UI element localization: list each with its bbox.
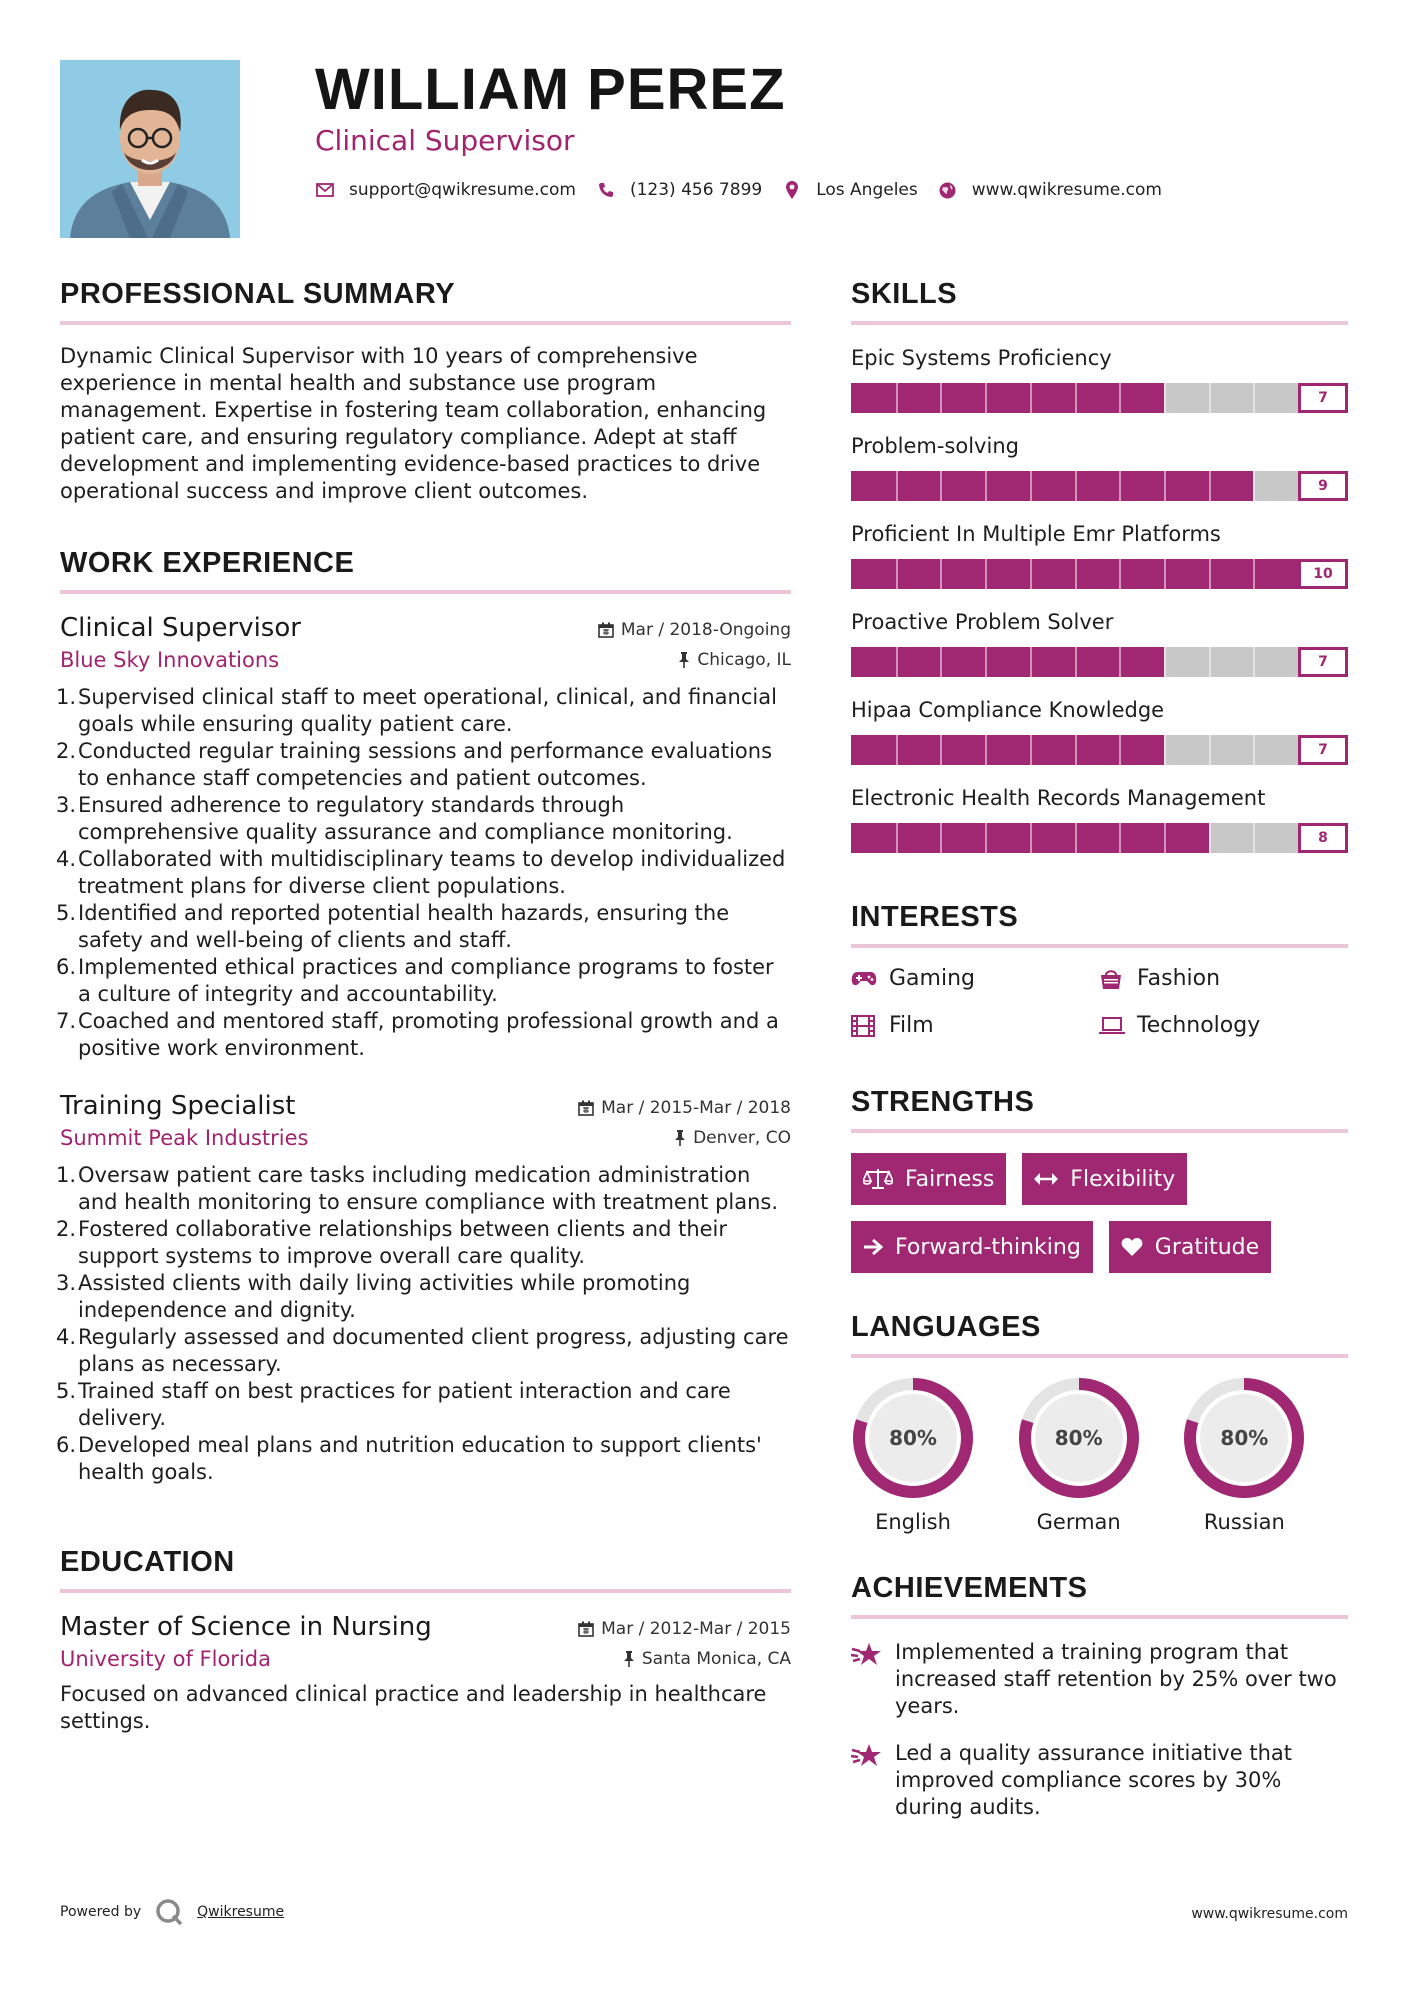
skill-bar-segment xyxy=(940,383,942,413)
section-title: EDUCATION xyxy=(60,1546,235,1578)
star-ribbon-icon xyxy=(851,1740,895,1821)
interest-item: Film xyxy=(851,1013,1099,1038)
skill-bar-segment xyxy=(1209,559,1211,589)
list-item: 1. Oversaw patient care tasks including medication administration and health monitoring to ensure compliance with treatment plans. xyxy=(55,1163,779,1214)
calendar-icon xyxy=(598,622,614,638)
list-item: 5. Identified and reported potential health hazards, ensuring the safety and well-being of clients and staff. xyxy=(55,901,730,952)
skill-name: Problem-solving xyxy=(851,434,1019,458)
envelope-icon xyxy=(315,180,335,200)
skill-bar-segment xyxy=(1030,383,1032,413)
skill-bar-segment xyxy=(1253,647,1255,677)
skill-bar-segment xyxy=(1119,735,1121,765)
section-divider xyxy=(851,321,1348,325)
skill-bar xyxy=(851,471,1348,501)
language-item xyxy=(1182,1376,1348,1534)
summary-section xyxy=(60,276,791,505)
section-divider xyxy=(851,1129,1348,1133)
skills-list xyxy=(851,345,1348,853)
skill-name: Epic Systems Proficiency xyxy=(851,346,1112,370)
list-item: 5. Trained staff on best practices for patient interaction and care delivery. xyxy=(55,1379,731,1430)
job-entry xyxy=(55,1090,791,1486)
map-marker-icon xyxy=(782,180,802,200)
qwikresume-logo-icon xyxy=(155,1898,183,1926)
job-location: Denver, CO xyxy=(674,1128,791,1148)
section-title: SKILLS xyxy=(851,278,958,310)
language-ring xyxy=(1182,1376,1306,1500)
job-location: Chicago, IL xyxy=(678,650,791,670)
skill-bar-segment xyxy=(940,559,942,589)
language-name: English xyxy=(875,1510,951,1534)
candidate-role: Clinical Supervisor xyxy=(315,124,575,157)
language-name: German xyxy=(1036,1510,1121,1534)
degree-title: Master of Science in Nursing xyxy=(60,1612,432,1642)
language-ring xyxy=(1017,1376,1141,1500)
arrows-horizontal-icon xyxy=(1034,1172,1058,1186)
skill-bar-segment xyxy=(1119,559,1121,589)
profile-photo xyxy=(60,60,240,238)
language-percent: 80% xyxy=(1220,1426,1269,1450)
job-bullets xyxy=(55,684,791,1062)
phone-icon xyxy=(596,180,616,200)
list-item: 4. Regularly assessed and documented client progress, adjusting care plans as necessary. xyxy=(55,1325,789,1376)
skill-bar-segment xyxy=(1030,823,1032,853)
balance-scale-icon xyxy=(863,1168,893,1190)
skill-bar xyxy=(851,823,1348,853)
experience-section xyxy=(55,545,791,1486)
skill-bar xyxy=(851,383,1348,413)
list-item: 1. Supervised clinical staff to meet operational, clinical, and financial goals while ensuring quality patient care. xyxy=(55,685,777,736)
languages-section xyxy=(851,1309,1348,1534)
job-entry xyxy=(55,612,791,1062)
section-divider xyxy=(851,1354,1348,1358)
skill-bar-segment xyxy=(1253,383,1255,413)
skill-bar-segment xyxy=(985,383,987,413)
skill-score: 10 xyxy=(1298,559,1348,589)
contact-email[interactable]: support@qwikresume.com xyxy=(349,180,576,200)
strengths-section xyxy=(851,1084,1348,1273)
skill-bar-segment xyxy=(1030,647,1032,677)
list-item: 2. Conducted regular training sessions and performance evaluations to enhance staff competencies and patient outcomes. xyxy=(55,739,773,790)
section-divider xyxy=(851,944,1348,948)
education-location: Santa Monica, CA xyxy=(623,1649,791,1669)
language-percent: 80% xyxy=(889,1426,937,1450)
achievement-item: Implemented a training program that increased staff retention by 25% over two years. xyxy=(851,1639,1348,1720)
skill-bar-segment xyxy=(940,735,942,765)
contact-bar xyxy=(315,180,1182,200)
footer-website[interactable]: www.qwikresume.com xyxy=(1191,1906,1348,1922)
skill-bar-segment xyxy=(985,735,987,765)
list-item: 3. Ensured adherence to regulatory standards through comprehensive quality assurance and compliance monitoring. xyxy=(55,793,733,844)
skill-item xyxy=(851,521,1348,589)
languages-list xyxy=(851,1376,1348,1534)
skill-item xyxy=(851,609,1348,677)
language-name: Russian xyxy=(1203,1510,1285,1534)
contact-website[interactable]: www.qwikresume.com xyxy=(971,180,1162,200)
strengths-list xyxy=(851,1153,1348,1273)
strength-badge: Fairness xyxy=(851,1153,1006,1205)
summary-text: Dynamic Clinical Supervisor with 10 years of comprehensive experience in mental health and substance use program management. Expertise in fostering team collaboration, enhancing patient care, and ensuring regulatory compliance. Adept at staff development and implementing evidence-based practices to drive operational success and improve client outcomes. xyxy=(60,344,767,503)
skill-bar xyxy=(851,559,1348,589)
language-ring xyxy=(851,1376,975,1500)
list-item: 6. Implemented ethical practices and compliance programs to foster a culture of integrity and accountability. xyxy=(55,955,774,1006)
strength-badge: Forward-thinking xyxy=(851,1221,1093,1273)
list-item: 4. Collaborated with multidisciplinary teams to develop individualized treatment plans for diverse client populations. xyxy=(55,847,786,898)
skill-bar-segment xyxy=(1030,559,1032,589)
skill-name: Proactive Problem Solver xyxy=(851,610,1114,634)
skill-bar-segment xyxy=(940,823,942,853)
skill-bar-segment xyxy=(1164,471,1166,501)
skill-bar-segment xyxy=(1209,383,1211,413)
language-percent: 80% xyxy=(1054,1426,1103,1450)
section-title: STRENGTHS xyxy=(851,1086,1035,1118)
job-bullets xyxy=(55,1162,791,1486)
skill-bar xyxy=(851,647,1348,677)
strength-badge: Gratitude xyxy=(1109,1221,1271,1273)
skill-name: Hipaa Compliance Knowledge xyxy=(851,698,1165,722)
skill-bar-segment xyxy=(896,471,898,501)
contact-location: Los Angeles xyxy=(816,180,918,200)
pin-icon xyxy=(623,1651,635,1667)
skill-bar-segment xyxy=(1209,471,1211,501)
skill-bar-segment xyxy=(1164,383,1166,413)
skill-bar-fill xyxy=(851,559,1348,589)
skill-bar-segment xyxy=(1253,471,1255,501)
education-section xyxy=(60,1544,791,1735)
language-item xyxy=(851,1376,1017,1534)
job-date: Mar / 2018-Ongoing xyxy=(598,620,791,640)
calendar-icon xyxy=(578,1621,594,1637)
skill-bar-segment xyxy=(1253,735,1255,765)
skill-bar xyxy=(851,735,1348,765)
education-date: Mar / 2012-Mar / 2015 xyxy=(578,1619,791,1639)
company-name: Summit Peak Industries xyxy=(60,1126,309,1150)
skill-bar-segment xyxy=(985,823,987,853)
skill-bar-segment xyxy=(1119,823,1121,853)
star-ribbon-icon xyxy=(851,1639,895,1720)
contact-phone[interactable]: (123) 456 7899 xyxy=(629,180,763,200)
skill-bar-segment xyxy=(1119,471,1121,501)
skill-score: 9 xyxy=(1298,471,1348,501)
strength-badge: Flexibility xyxy=(1022,1153,1187,1205)
qwikresume-link[interactable]: Qwikresume xyxy=(197,1904,285,1920)
section-title: PROFESSIONAL SUMMARY xyxy=(60,278,456,310)
skill-score: 7 xyxy=(1298,383,1348,413)
heart-icon xyxy=(1121,1237,1143,1257)
section-title: LANGUAGES xyxy=(851,1311,1041,1343)
skill-item xyxy=(851,433,1348,501)
education-description: Focused on advanced clinical practice and leadership in healthcare settings. xyxy=(60,1682,767,1733)
skill-bar-segment xyxy=(1075,383,1077,413)
globe-icon xyxy=(938,180,958,200)
skill-score: 7 xyxy=(1298,735,1348,765)
skill-bar-segment xyxy=(1075,735,1077,765)
interest-item: Gaming xyxy=(851,966,1099,991)
gamepad-icon xyxy=(851,971,879,987)
section-divider xyxy=(60,321,791,325)
list-item: 3. Assisted clients with daily living activities while promoting independence and dignity. xyxy=(55,1271,691,1322)
skill-bar-segment xyxy=(985,559,987,589)
skill-item xyxy=(851,345,1348,413)
skill-score: 7 xyxy=(1298,647,1348,677)
skill-bar-segment xyxy=(1030,735,1032,765)
section-divider xyxy=(851,1615,1348,1619)
skill-bar-segment xyxy=(940,471,942,501)
list-item: 2. Fostered collaborative relationships between clients and their support systems to improve overall care quality. xyxy=(55,1217,728,1268)
interests-section xyxy=(851,899,1348,1038)
skill-bar-segment xyxy=(1119,647,1121,677)
section-title: ACHIEVEMENTS xyxy=(851,1572,1088,1604)
achievements-section xyxy=(851,1570,1348,1821)
skill-bar-segment xyxy=(1209,735,1211,765)
section-title: WORK EXPERIENCE xyxy=(60,547,355,579)
candidate-name: WILLIAM PEREZ xyxy=(315,57,786,122)
skill-bar-segment xyxy=(896,823,898,853)
skill-score: 8 xyxy=(1298,823,1348,853)
interest-item: Technology xyxy=(1099,1013,1347,1038)
job-date: Mar / 2015-Mar / 2018 xyxy=(578,1098,791,1118)
skill-item xyxy=(851,785,1348,853)
achievement-item: Led a quality assurance initiative that improved compliance scores by 30% during audits. xyxy=(851,1740,1348,1821)
footer-powered-by: Powered by Qwikresume xyxy=(60,1898,284,1926)
skill-bar-segment xyxy=(985,471,987,501)
skill-bar-segment xyxy=(1075,647,1077,677)
skills-section xyxy=(851,276,1348,853)
left-column xyxy=(55,276,791,1735)
right-column xyxy=(851,276,1348,1821)
skill-name: Electronic Health Records Management xyxy=(851,786,1266,810)
skill-bar-segment xyxy=(1164,823,1166,853)
skill-bar-segment xyxy=(896,383,898,413)
skill-bar-segment xyxy=(896,647,898,677)
skill-bar-segment xyxy=(896,735,898,765)
skill-name: Proficient In Multiple Emr Platforms xyxy=(851,522,1221,546)
list-item: 6. Developed meal plans and nutrition education to support clients' health goals. xyxy=(55,1433,762,1484)
skill-bar-segment xyxy=(1253,823,1255,853)
skill-bar-segment xyxy=(940,647,942,677)
skill-bar-segment xyxy=(1209,647,1211,677)
skill-bar-segment xyxy=(1119,383,1121,413)
section-divider xyxy=(60,590,791,594)
skill-bar-segment xyxy=(896,559,898,589)
language-item xyxy=(1017,1376,1183,1534)
company-name: Blue Sky Innovations xyxy=(60,648,280,672)
skill-bar-segment xyxy=(1030,471,1032,501)
skill-bar-segment xyxy=(1164,735,1166,765)
skill-bar-segment xyxy=(1209,823,1211,853)
skill-bar-segment xyxy=(985,647,987,677)
section-divider xyxy=(60,1589,791,1593)
job-title: Training Specialist xyxy=(60,1091,296,1121)
school-name: University of Florida xyxy=(60,1647,271,1671)
list-item: 7. Coached and mentored staff, promoting professional growth and a positive work environment. xyxy=(55,1009,779,1060)
education-entry xyxy=(60,1611,791,1735)
skill-bar-segment xyxy=(1075,471,1077,501)
skill-item xyxy=(851,697,1348,765)
calendar-icon xyxy=(578,1100,594,1116)
skill-bar-segment xyxy=(1164,647,1166,677)
laptop-icon xyxy=(1099,1017,1127,1035)
section-title: INTERESTS xyxy=(851,901,1019,933)
skill-bar-segment xyxy=(1164,559,1166,589)
interests-list xyxy=(851,966,1348,1038)
skill-bar-segment xyxy=(1253,559,1255,589)
pin-icon xyxy=(674,1130,686,1146)
job-title: Clinical Supervisor xyxy=(60,613,301,643)
film-icon xyxy=(851,1015,879,1037)
interest-item: Fashion xyxy=(1099,966,1347,991)
skill-bar-segment xyxy=(1075,823,1077,853)
skill-bar-segment xyxy=(1075,559,1077,589)
skill-bar-fill xyxy=(851,471,1253,501)
pin-icon xyxy=(678,652,690,668)
arrow-right-icon xyxy=(863,1238,883,1256)
shopping-bag-icon xyxy=(1099,968,1127,990)
